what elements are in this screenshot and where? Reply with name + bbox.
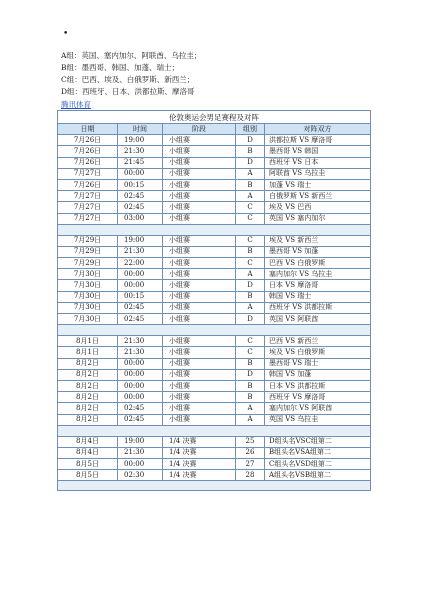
schedule-body — [58, 135, 371, 491]
schedule-row — [58, 314, 371, 325]
cell-matchup: A组头名VSB组第二 — [265, 470, 371, 481]
cell-matchup: 埃及 VS 新西兰 — [265, 235, 371, 246]
cell-group: C — [236, 202, 265, 213]
cell-matchup: 墨西哥 VS 韩国 — [265, 146, 371, 157]
cell-date: 7月29日 — [58, 235, 118, 246]
cell-stage: 小组赛 — [163, 191, 236, 202]
cell-group: C — [236, 347, 265, 358]
cell-date: 7月27日 — [58, 191, 118, 202]
cell-stage: 小组赛 — [163, 213, 236, 224]
cell-group: A — [236, 168, 265, 179]
cell-date: 8月4日 — [58, 447, 118, 458]
cell-date: 7月30日 — [58, 269, 118, 280]
cell-matchup: 英国 VS 阿联酋 — [265, 314, 371, 325]
group-list — [61, 50, 201, 98]
schedule-row — [58, 414, 371, 425]
cell-date: 8月5日 — [58, 470, 118, 481]
cell-stage: 1/4 决赛 — [163, 447, 236, 458]
cell-group: C — [236, 336, 265, 347]
cell-time: 02:45 — [118, 191, 163, 202]
cell-matchup: 日本 VS 摩洛哥 — [265, 280, 371, 291]
cell-date: 7月27日 — [58, 213, 118, 224]
cell-time: 19:00 — [118, 135, 163, 146]
cell-matchup: 西班牙 VS 摩洛哥 — [265, 392, 371, 403]
schedule-row — [58, 202, 371, 213]
group-b-line: B组：墨西哥、韩国、加蓬、瑞士； — [61, 63, 180, 72]
schedule-row — [58, 146, 371, 157]
cell-date: 8月2日 — [58, 403, 118, 414]
cell-date: 8月5日 — [58, 459, 118, 470]
cell-stage: 小组赛 — [163, 269, 236, 280]
cell-date: 7月30日 — [58, 291, 118, 302]
cell-group: C — [236, 258, 265, 269]
cell-time: 02:45 — [118, 302, 163, 313]
cell-matchup: B组头名VSA组第二 — [265, 447, 371, 458]
schedule-table — [57, 110, 371, 491]
schedule-row — [58, 191, 371, 202]
schedule-row — [58, 470, 371, 481]
cell-date: 7月27日 — [58, 168, 118, 179]
cell-stage: 小组赛 — [163, 179, 236, 190]
schedule-row — [58, 358, 371, 369]
cell-time: 21:30 — [118, 146, 163, 157]
schedule-row — [58, 168, 371, 179]
cell-matchup: 韩国 VS 加蓬 — [265, 369, 371, 380]
cell-group: C — [236, 235, 265, 246]
cell-matchup: 加蓬 VS 瑞士 — [265, 179, 371, 190]
cell-date: 7月26日 — [58, 135, 118, 146]
cell-time: 00:00 — [118, 358, 163, 369]
source-link[interactable]: 腾讯体育 — [61, 100, 91, 109]
header-group: 组别 — [236, 124, 265, 135]
cell-date: 8月2日 — [58, 358, 118, 369]
schedule-row — [58, 157, 371, 168]
schedule-row — [58, 347, 371, 358]
schedule-header-row — [58, 124, 371, 135]
cell-stage: 小组赛 — [163, 246, 236, 257]
cell-date: 8月2日 — [58, 414, 118, 425]
schedule-row — [58, 459, 371, 470]
block-separator — [58, 325, 371, 336]
block-separator — [58, 425, 371, 436]
cell-time: 02:30 — [118, 470, 163, 481]
cell-stage: 小组赛 — [163, 369, 236, 380]
schedule-row — [58, 246, 371, 257]
cell-date: 8月2日 — [58, 369, 118, 380]
cell-time: 00:00 — [118, 380, 163, 391]
cell-time: 02:45 — [118, 403, 163, 414]
cell-stage: 小组赛 — [163, 280, 236, 291]
cell-time: 03:00 — [118, 213, 163, 224]
schedule-title: 伦敦奥运会男足赛程及对阵 — [58, 111, 371, 124]
cell-group: D — [236, 280, 265, 291]
cell-group: D — [236, 369, 265, 380]
header-stage: 阶段 — [163, 124, 236, 135]
cell-date: 7月26日 — [58, 146, 118, 157]
cell-time: 22:00 — [118, 258, 163, 269]
cell-date: 8月1日 — [58, 336, 118, 347]
cell-time: 02:45 — [118, 414, 163, 425]
cell-group: A — [236, 403, 265, 414]
header-matchup: 对阵双方 — [265, 124, 371, 135]
cell-stage: 小组赛 — [163, 392, 236, 403]
cell-group: 27 — [236, 459, 265, 470]
cell-stage: 小组赛 — [163, 314, 236, 325]
block-separator — [58, 224, 371, 235]
cell-group: B — [236, 358, 265, 369]
bullet-mark: • — [63, 29, 69, 39]
cell-matchup: 阿联酋 VS 乌拉圭 — [265, 168, 371, 179]
cell-stage: 小组赛 — [163, 146, 236, 157]
schedule-row — [58, 280, 371, 291]
cell-date: 8月2日 — [58, 392, 118, 403]
cell-stage: 小组赛 — [163, 414, 236, 425]
cell-matchup: 巴西 VS 白俄罗斯 — [265, 258, 371, 269]
cell-stage: 小组赛 — [163, 291, 236, 302]
cell-time: 00:00 — [118, 280, 163, 291]
cell-group: D — [236, 135, 265, 146]
cell-matchup: 埃及 VS 巴西 — [265, 202, 371, 213]
cell-group: B — [236, 179, 265, 190]
cell-group: A — [236, 269, 265, 280]
schedule-row — [58, 302, 371, 313]
schedule-row — [58, 392, 371, 403]
cell-stage: 1/4 决赛 — [163, 436, 236, 447]
cell-time: 00:15 — [118, 179, 163, 190]
cell-matchup: 英国 VS 塞内加尔 — [265, 213, 371, 224]
schedule-row — [58, 436, 371, 447]
cell-group: 26 — [236, 447, 265, 458]
cell-date: 7月26日 — [58, 179, 118, 190]
cell-time: 00:00 — [118, 459, 163, 470]
cell-stage: 1/4 决赛 — [163, 459, 236, 470]
group-a-line: A组：英国、塞内加尔、阿联酋、乌拉圭； — [61, 51, 202, 60]
cell-time: 00:00 — [118, 392, 163, 403]
cell-date: 7月29日 — [58, 258, 118, 269]
cell-date: 7月26日 — [58, 157, 118, 168]
cell-matchup: 白俄罗斯 VS 新西兰 — [265, 191, 371, 202]
group-d-line: D组：西班牙、日本、洪都拉斯、摩洛哥 — [61, 87, 195, 96]
cell-time: 19:00 — [118, 235, 163, 246]
cell-date: 7月30日 — [58, 302, 118, 313]
cell-matchup: 埃及 VS 白俄罗斯 — [265, 347, 371, 358]
cell-matchup: 西班牙 VS 日本 — [265, 157, 371, 168]
cell-group: C — [236, 213, 265, 224]
cell-group: D — [236, 314, 265, 325]
group-c-line: C组：巴西、埃及、白俄罗斯、新西兰； — [61, 75, 195, 84]
schedule-row — [58, 213, 371, 224]
cell-stage: 小组赛 — [163, 168, 236, 179]
cell-group: A — [236, 302, 265, 313]
cell-matchup: D组头名VSC组第二 — [265, 436, 371, 447]
cell-matchup: 墨西哥 VS 加蓬 — [265, 246, 371, 257]
schedule-row — [58, 135, 371, 146]
cell-time: 00:00 — [118, 269, 163, 280]
cell-stage: 小组赛 — [163, 202, 236, 213]
cell-stage: 小组赛 — [163, 380, 236, 391]
cell-group: 25 — [236, 436, 265, 447]
schedule-row — [58, 403, 371, 414]
schedule-row — [58, 380, 371, 391]
cell-stage: 小组赛 — [163, 235, 236, 246]
cell-matchup: 西班牙 VS 洪都拉斯 — [265, 302, 371, 313]
cell-matchup: 日本 VS 洪都拉斯 — [265, 380, 371, 391]
cell-date: 7月29日 — [58, 246, 118, 257]
cell-stage: 小组赛 — [163, 258, 236, 269]
cell-matchup: 塞内加尔 VS 阿联酋 — [265, 403, 371, 414]
cell-group: D — [236, 157, 265, 168]
schedule-row — [58, 369, 371, 380]
cell-date: 7月27日 — [58, 202, 118, 213]
block-separator — [58, 481, 371, 491]
cell-date: 8月4日 — [58, 436, 118, 447]
cell-stage: 小组赛 — [163, 336, 236, 347]
schedule-row — [58, 447, 371, 458]
schedule-row — [58, 235, 371, 246]
cell-matchup: 英国 VS 乌拉圭 — [265, 414, 371, 425]
separator-cell — [58, 481, 371, 491]
cell-time: 21:45 — [118, 157, 163, 168]
cell-group: B — [236, 380, 265, 391]
cell-group: B — [236, 246, 265, 257]
cell-stage: 小组赛 — [163, 347, 236, 358]
cell-stage: 小组赛 — [163, 358, 236, 369]
cell-time: 21:30 — [118, 246, 163, 257]
separator-cell — [58, 325, 371, 336]
cell-matchup: C组头名VSD组第二 — [265, 459, 371, 470]
schedule-row — [58, 258, 371, 269]
cell-date: 7月30日 — [58, 314, 118, 325]
separator-cell — [58, 425, 371, 436]
cell-time: 21:30 — [118, 336, 163, 347]
cell-matchup: 墨西哥 VS 瑞士 — [265, 358, 371, 369]
separator-cell — [58, 224, 371, 235]
cell-group: B — [236, 291, 265, 302]
schedule-row — [58, 269, 371, 280]
cell-group: B — [236, 146, 265, 157]
cell-group: A — [236, 414, 265, 425]
header-time: 时间 — [118, 124, 163, 135]
cell-time: 00:00 — [118, 369, 163, 380]
cell-group: 28 — [236, 470, 265, 481]
cell-time: 19:00 — [118, 436, 163, 447]
cell-group: A — [236, 191, 265, 202]
cell-matchup: 巴西 VS 新西兰 — [265, 336, 371, 347]
cell-matchup: 洪都拉斯 VS 摩洛哥 — [265, 135, 371, 146]
schedule-row — [58, 336, 371, 347]
cell-time: 21:30 — [118, 447, 163, 458]
cell-time: 02:45 — [118, 202, 163, 213]
cell-stage: 小组赛 — [163, 135, 236, 146]
cell-date: 8月2日 — [58, 380, 118, 391]
cell-stage: 小组赛 — [163, 157, 236, 168]
cell-stage: 小组赛 — [163, 302, 236, 313]
cell-date: 7月30日 — [58, 280, 118, 291]
cell-matchup: 塞内加尔 VS 乌拉圭 — [265, 269, 371, 280]
cell-group: B — [236, 392, 265, 403]
cell-time: 02:45 — [118, 314, 163, 325]
schedule-row — [58, 291, 371, 302]
cell-matchup: 韩国 VS 瑞士 — [265, 291, 371, 302]
cell-date: 8月1日 — [58, 347, 118, 358]
cell-stage: 小组赛 — [163, 403, 236, 414]
header-date: 日期 — [58, 124, 118, 135]
cell-time: 00:15 — [118, 291, 163, 302]
cell-stage: 1/4 决赛 — [163, 470, 236, 481]
schedule-row — [58, 179, 371, 190]
cell-time: 21:30 — [118, 347, 163, 358]
cell-time: 00:00 — [118, 168, 163, 179]
